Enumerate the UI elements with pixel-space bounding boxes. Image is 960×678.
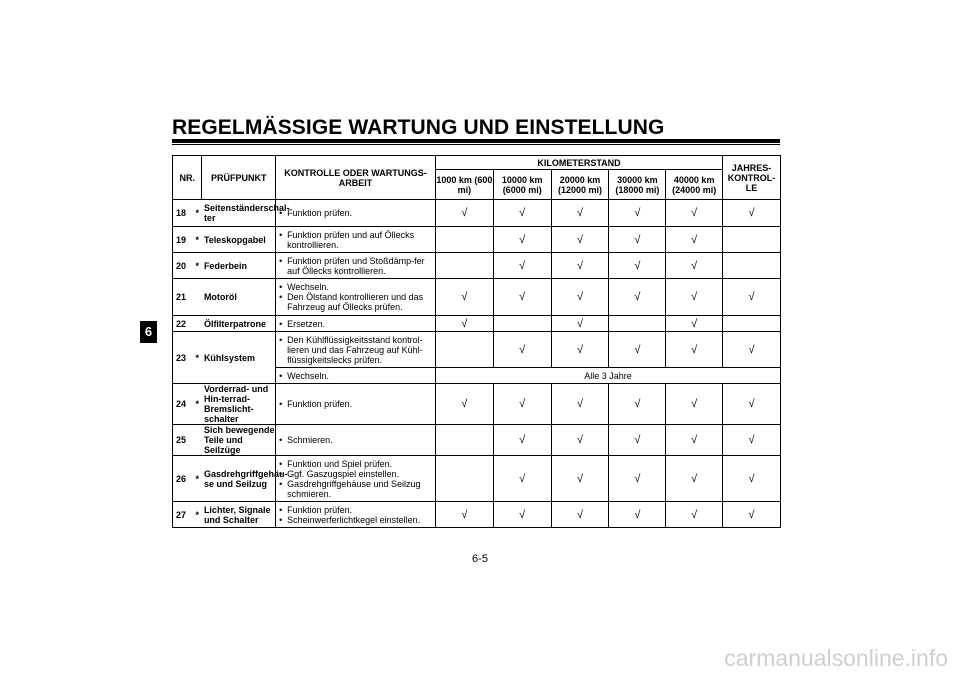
row-nr: 27 [173,502,193,528]
row-point: Vorderrad- und Hin-terrad-Bremslicht-schalter [202,384,276,425]
table-row [173,253,781,279]
page-title: REGELMÄSSIGE WARTUNG UND EINSTELLUNG [172,116,665,139]
check-mark: √ [609,200,666,227]
row-action: • Scheinwerferlichtkegel einstellen. [279,515,432,525]
check-mark: √ [723,425,781,456]
row-asterisk: * [192,227,201,253]
row-action: • Funktion prüfen. [279,399,432,409]
row-nr: 20 [173,253,193,279]
check-mark: √ [551,200,609,227]
check-mark: √ [723,456,781,502]
row-action: • Funktion und Spiel prüfen. [279,459,432,469]
check-mark: √ [551,456,609,502]
check-mark: √ [551,384,609,425]
check-mark: √ [493,253,551,279]
check-mark: √ [666,384,723,425]
row-action: • Funktion prüfen. [279,208,432,218]
check-mark: √ [551,425,609,456]
check-mark: √ [551,502,609,528]
table-row [173,456,781,502]
header-km: KILOMETERSTAND [435,156,722,170]
check-mark: √ [493,502,551,528]
table-row [173,425,781,456]
check-mark: √ [435,384,493,425]
interval-note: Alle 3 Jahre [435,368,780,384]
row-point: Motoröl [202,279,276,316]
section-tab: 6 [140,321,157,343]
header-nr: NR. [173,156,202,200]
check-mark: √ [609,227,666,253]
row-point: Seitenständerschal-ter [202,200,276,227]
row-action: • Schmieren. [279,435,432,445]
check-mark: √ [666,332,723,368]
check-mark: √ [723,384,781,425]
row-nr: 19 [173,227,193,253]
page-number: 6-5 [472,553,488,565]
check-mark: √ [666,279,723,316]
header-km-40000: 40000 km (24000 mi) [666,170,723,200]
check-mark: √ [493,456,551,502]
table-row [173,502,781,528]
check-mark: √ [493,425,551,456]
row-asterisk [192,316,201,332]
check-mark: √ [551,279,609,316]
row-action: • Den Kühlflüssigkeitsstand kontrol-lieren und das Fahrzeug auf Kühl-flüssigkeitslecks prüfen. [279,335,432,365]
check-mark: √ [723,200,781,227]
check-mark: √ [666,502,723,528]
row-action: • Gasdrehgriffgehäuse und Seilzug schmieren. [279,479,432,499]
table-row [173,316,781,332]
row-asterisk [192,425,201,456]
row-nr: 24 [173,384,193,425]
row-nr: 26 [173,456,193,502]
header-km-20000: 20000 km (12000 mi) [551,170,609,200]
check-mark: √ [493,384,551,425]
table-row [173,332,781,368]
header-km-10000: 10000 km (6000 mi) [493,170,551,200]
row-action: • Wechseln. [279,282,432,292]
row-point: Ölfilterpatrone [202,316,276,332]
row-point: Gasdrehgriffgehäu-se und Seilzug [202,456,276,502]
header-point: PRÜFPUNKT [202,156,276,200]
check-mark: √ [435,502,493,528]
table-row [173,200,781,227]
row-asterisk: * [192,384,201,425]
table-row [173,279,781,316]
check-mark: √ [551,332,609,368]
check-mark: √ [435,200,493,227]
check-mark: √ [493,279,551,316]
row-asterisk: * [192,253,201,279]
check-mark: √ [666,456,723,502]
check-mark: √ [493,332,551,368]
maintenance-table [172,155,781,528]
check-mark: √ [609,502,666,528]
check-mark: √ [551,253,609,279]
check-mark: √ [493,227,551,253]
row-point: Teleskopgabel [202,227,276,253]
check-mark: √ [666,425,723,456]
row-asterisk: * [192,200,201,227]
row-nr: 22 [173,316,193,332]
header-action: KONTROLLE ODER WARTUNGS-ARBEIT [276,156,436,200]
check-mark: √ [666,316,723,332]
header-annual: JAHRES-KONTROL-LE [723,156,781,200]
check-mark: √ [723,502,781,528]
check-mark: √ [723,332,781,368]
row-point: Federbein [202,253,276,279]
row-asterisk: * [192,456,201,502]
watermark: carmanualsonline.info [724,645,948,671]
title-rule [172,139,780,143]
row-action: • Funktion prüfen und Stoßdämp-fer auf Öllecks kontrollieren. [279,256,432,276]
check-mark: √ [609,253,666,279]
check-mark: √ [435,279,493,316]
row-action: • Funktion prüfen. [279,505,432,515]
title-rule-thin [172,144,780,145]
check-mark: √ [435,316,493,332]
row-nr: 21 [173,279,193,316]
row-asterisk [192,279,201,316]
check-mark: √ [609,456,666,502]
check-mark: √ [493,200,551,227]
check-mark: √ [609,425,666,456]
table-row [173,227,781,253]
header-km-1000: 1000 km (600 mi) [435,170,493,200]
header-km-30000: 30000 km (18000 mi) [609,170,666,200]
row-point: Lichter, Signale und Schalter [202,502,276,528]
row-asterisk: * [192,502,201,528]
check-mark: √ [666,200,723,227]
row-nr: 18 [173,200,193,227]
row-nr: 23 [173,332,193,384]
row-action: • Ggf. Gaszugspiel einstellen. [279,469,432,479]
check-mark: √ [609,332,666,368]
row-nr: 25 [173,425,193,456]
row-action: • Den Ölstand kontrollieren und das Fahrzeug auf Öllecks prüfen. [279,292,432,312]
row-point: Kühlsystem [202,332,276,384]
row-asterisk: * [192,332,201,384]
check-mark: √ [666,253,723,279]
row-action: • Wechseln. [279,371,432,381]
row-action: • Funktion prüfen und auf Öllecks kontrollieren. [279,230,432,250]
check-mark: √ [551,316,609,332]
check-mark: √ [609,384,666,425]
table-row [173,384,781,425]
check-mark: √ [723,279,781,316]
row-point: Sich bewegende Teile und Seilzüge [203,425,275,455]
check-mark: √ [551,227,609,253]
check-mark: √ [666,227,723,253]
row-action: • Ersetzen. [279,319,432,329]
check-mark: √ [609,279,666,316]
